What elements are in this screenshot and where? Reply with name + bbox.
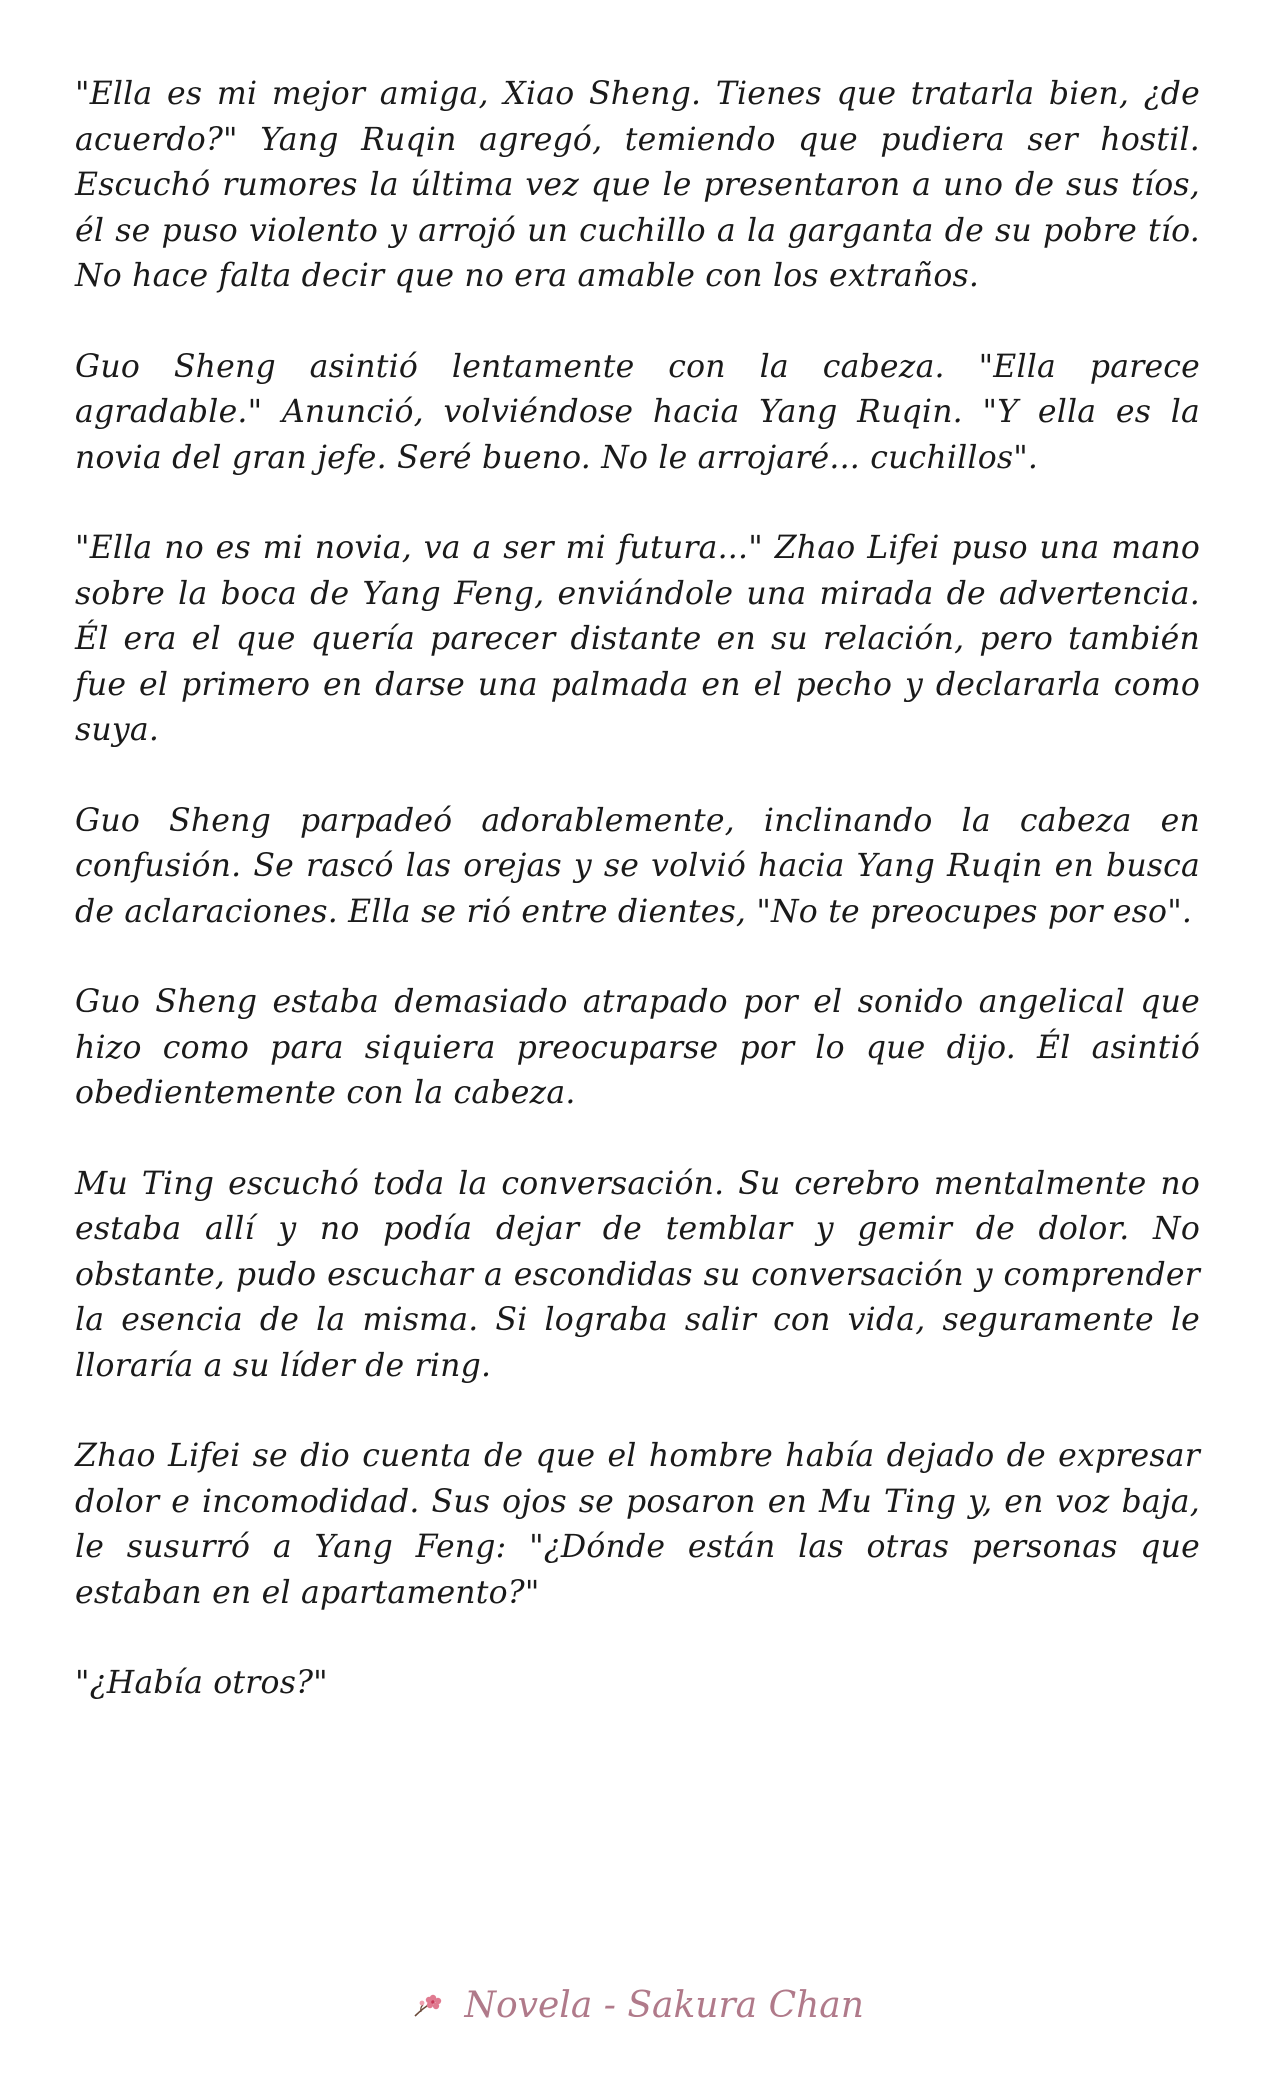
watermark-footer <box>0 1985 1275 2029</box>
paragraph: "¿Había otros?" <box>75 1665 328 1701</box>
watermark-text: Novela - Sakura Chan <box>464 1985 864 2026</box>
cherry-blossom-icon <box>411 1988 445 2029</box>
paragraph: "Ella es mi mejor amiga, Xiao Sheng. Tienes que tratarla bien, ¿de acuerdo?" Yang Ruqin agregó, temiendo que pudiera ser hostil. Escuchó rumores la última vez que le presentaron a uno de sus tíos, él se puso violento y arrojó un cuchillo a la garganta de su pobre tío. No hace falta decir que no era amable con los extraños. <box>75 76 1200 294</box>
paragraph: Guo Sheng parpadeó adorablemente, inclinando la cabeza en confusión. Se rascó las orejas y se volvió hacia Yang Ruqin en busca de aclaraciones. Ella se rió entre dientes, "No te preocupes por eso". <box>75 802 1200 930</box>
paragraph: Mu Ting escuchó toda la conversación. Su cerebro mentalmente no estaba allí y no podía dejar de temblar y gemir de dolor. No obstante, pudo escuchar a escondidas su conversación y comprender la esencia de la misma. Si lograba salir con vida, seguramente le lloraría a su líder de ring. <box>75 1165 1200 1384</box>
paragraph: Guo Sheng asintió lentamente con la cabeza. "Ella parece agradable." Anunció, volviéndose hacia Yang Ruqin. "Y ella es la novia del gran jefe. Seré bueno. No le arrojaré... cuchillos". <box>75 348 1200 476</box>
paragraph: "Ella no es mi novia, va a ser mi futura..." Zhao Lifei puso una mano sobre la boca de Yang Feng, enviándole una mirada de advertencia. Él era el que quería parecer distante en su relación, pero también fue el primero en darse una palmada en el pecho y declararla como suya. <box>75 530 1200 748</box>
paragraph: Guo Sheng estaba demasiado atrapado por el sonido angelical que hizo como para siquiera preocuparse por lo que dijo. Él asintió obedientemente con la cabeza. <box>75 984 1200 1111</box>
paragraph: Zhao Lifei se dio cuenta de que el hombre había dejado de expresar dolor e incomodidad. Sus ojos se posaron en Mu Ting y, en voz baja, le susurró a Yang Feng: "¿Dónde están las otras personas que estaban en el apartamento?" <box>75 1438 1200 1611</box>
document-body <box>75 72 1200 1752</box>
